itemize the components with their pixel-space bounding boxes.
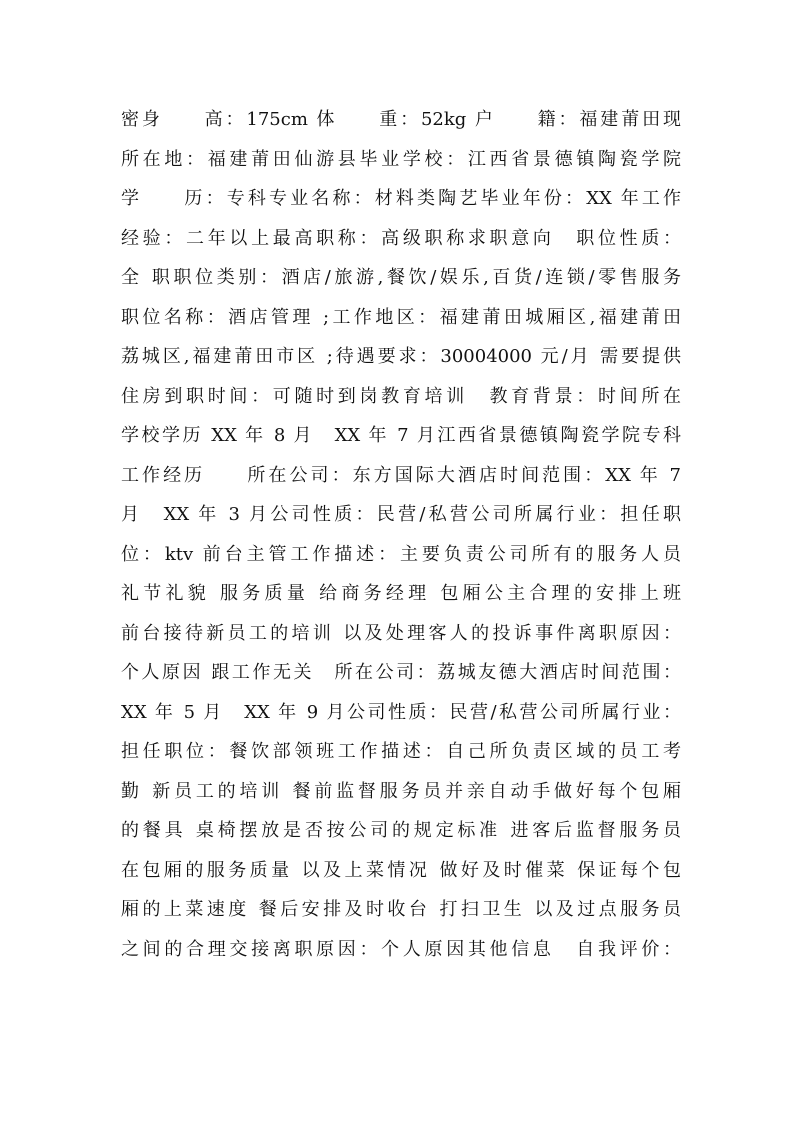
- text-line: 密身 高：175cm 体 重：52kg 户 籍：福建莆田现: [121, 109, 681, 130]
- text-line: 月 XX 年 3 月公司性质：民营/私营公司所属行业：担任职: [121, 504, 681, 525]
- text-line: 学 历：专科专业名称：材料类陶艺毕业年份：XX 年工作: [121, 188, 681, 209]
- resume-body-text: [121, 100, 681, 969]
- text-line: 之间的合理交接离职原因：个人原因其他信息 自我评价：: [121, 938, 681, 960]
- text-line: 厢的上菜速度 餐后安排及时收台 打扫卫生 以及过点服务员: [121, 899, 681, 920]
- text-line: 礼节礼貌 服务质量 给商务经理 包厢公主合理的安排上班: [121, 583, 681, 604]
- text-line: 职位名称：酒店管理 ;工作地区：福建莆田城厢区,福建莆田: [121, 306, 681, 328]
- text-line: 位：ktv 前台主管工作描述：主要负责公司所有的服务人员: [121, 543, 681, 565]
- text-line: 担任职位：餐饮部领班工作描述：自己所负责区域的员工考: [121, 741, 681, 762]
- text-line: 住房到职时间：可随时到岗教育培训 教育背景：时间所在: [121, 385, 681, 407]
- text-line: 荔城区,福建莆田市区 ;待遇要求：30004000 元/月 需要提供: [121, 346, 681, 367]
- text-line: 前台接待新员工的培训 以及处理客人的投诉事件离职原因：: [121, 622, 681, 644]
- text-line: 勤 新员工的培训 餐前监督服务员并亲自动手做好每个包厢: [121, 780, 681, 802]
- text-line: 经验：二年以上最高职称：高级职称求职意向 职位性质：: [121, 227, 681, 249]
- text-line: 在包厢的服务质量 以及上菜情况 做好及时催菜 保证每个包: [121, 859, 681, 881]
- text-line: 的餐具 桌椅摆放是否按公司的规定标准 进客后监督服务员: [121, 820, 681, 841]
- text-line: 所在地：福建莆田仙游县毕业学校：江西省景德镇陶瓷学院: [121, 148, 681, 170]
- text-line: 个人原因 跟工作无关 所在公司：荔城友德大酒店时间范围：: [121, 662, 681, 683]
- text-line: 全 职职位类别：酒店/旅游,餐饮/娱乐,百货/连锁/零售服务: [121, 267, 681, 288]
- text-line: 工作经历 所在公司：东方国际大酒店时间范围：XX 年 7: [121, 464, 681, 486]
- text-line: XX 年 5 月 XX 年 9 月公司性质：民营/私营公司所属行业：: [121, 701, 681, 723]
- text-line: 学校学历 XX 年 8 月 XX 年 7 月江西省景德镇陶瓷学院专科: [121, 425, 681, 446]
